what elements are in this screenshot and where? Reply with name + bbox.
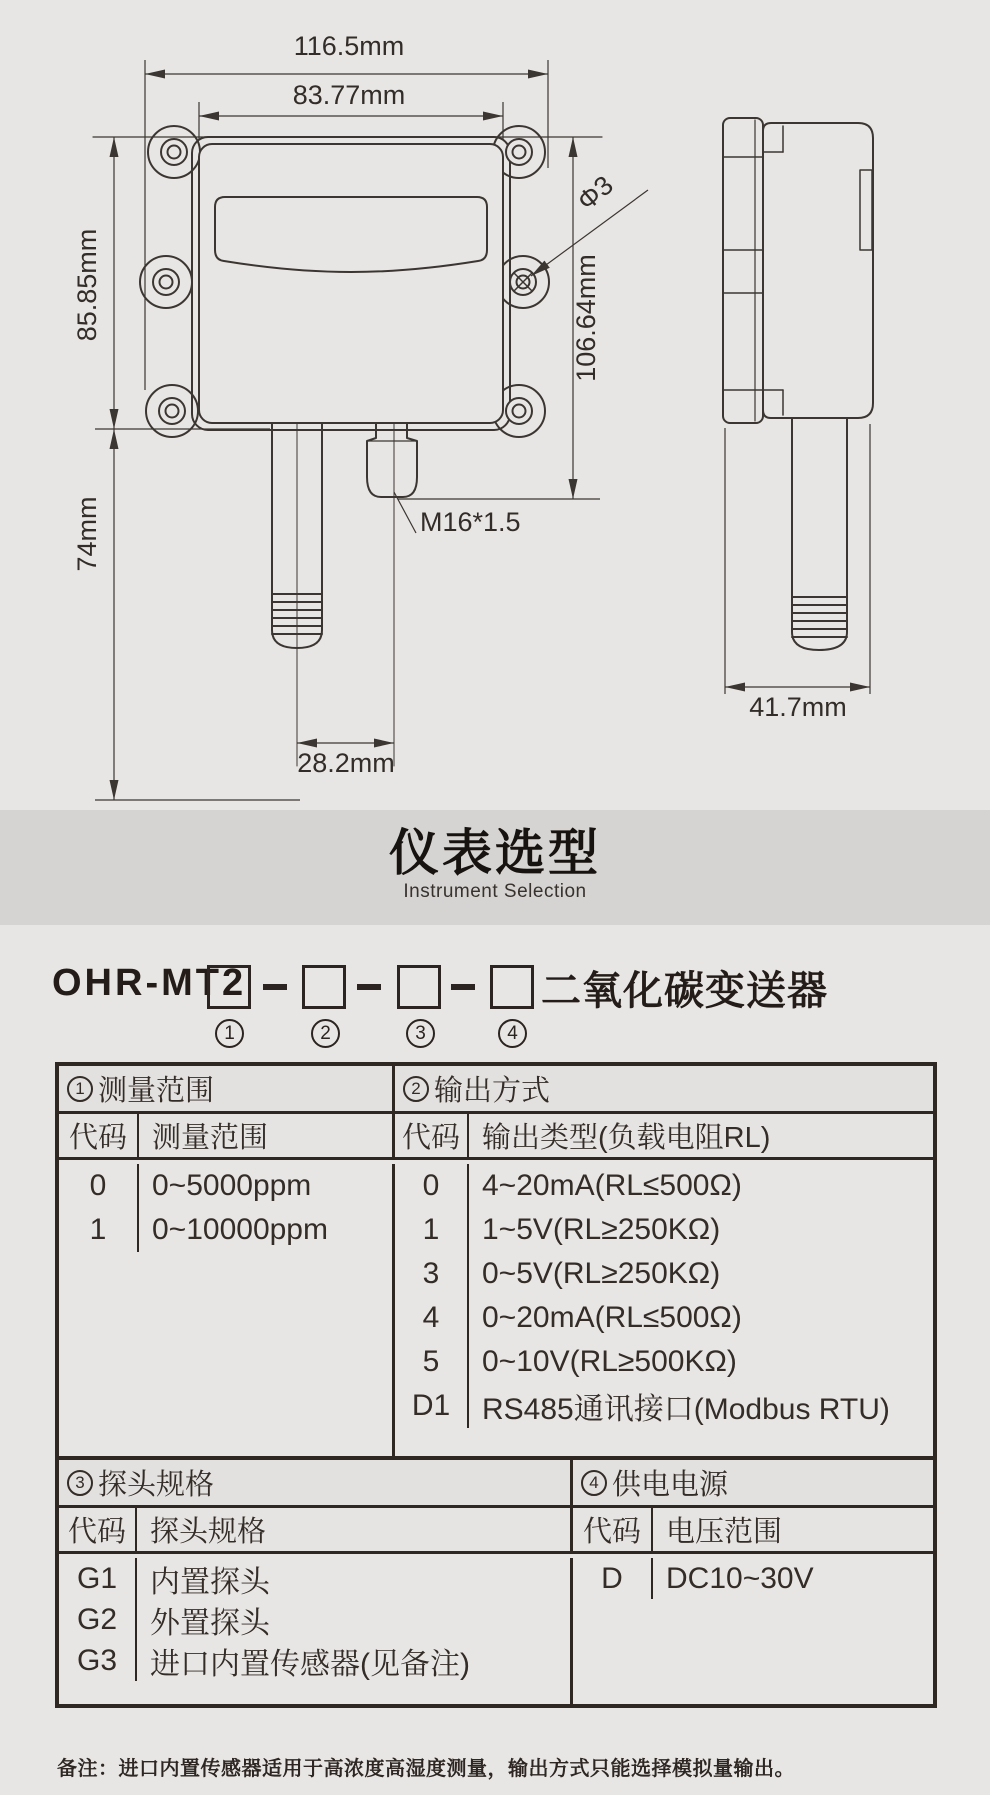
output-value: 0~10V(RL≥500KΩ): [482, 1345, 737, 1378]
output-value: 0~5V(RL≥250KΩ): [482, 1257, 721, 1290]
range-code-col-header: 代码: [59, 1114, 139, 1157]
range-section-title: 测量范围: [98, 1075, 215, 1107]
model-suffix: 二氧化碳变送器: [541, 969, 828, 1013]
output-section-header: [395, 1066, 933, 1111]
probe-section-header: [59, 1460, 573, 1505]
range-rows: [59, 1164, 395, 1456]
range-value: 0~5000ppm: [152, 1169, 312, 1202]
output-value: 1~5V(RL≥250KΩ): [482, 1213, 721, 1246]
dim-body-height: 85.85mm: [72, 228, 102, 342]
position-number-4: 4: [498, 1019, 527, 1048]
footnote: 备注：进口内置传感器适用于高浓度高湿度测量，输出方式只能选择模拟量输出。: [57, 1758, 795, 1780]
table-row: [59, 1164, 392, 1208]
output-code: 1: [395, 1208, 469, 1252]
power-section-header: [573, 1460, 933, 1505]
table-row: [59, 1208, 392, 1252]
dim-hole-diameter: Φ3: [571, 169, 619, 217]
circled-number-3: 3: [67, 1470, 93, 1496]
dash-separator: [357, 984, 381, 990]
code-box-2: [302, 965, 346, 1009]
probe-value: 内置探头: [150, 1565, 270, 1599]
probe-power-header-row: [59, 1460, 933, 1508]
code-box-1: [207, 965, 251, 1009]
range-output-header-row: [59, 1066, 933, 1114]
power-code: D: [573, 1558, 653, 1599]
dim-gland-thread: M16*1.5: [420, 507, 521, 537]
table-row: [59, 1640, 570, 1681]
circled-number-1: 1: [67, 1076, 93, 1102]
side-view-drawing: [723, 118, 873, 650]
position-number-1: 1: [215, 1019, 244, 1048]
output-code: 4: [395, 1296, 469, 1340]
table-row: [395, 1208, 933, 1252]
probe-code: G3: [59, 1640, 137, 1681]
section-band: [0, 810, 990, 925]
selection-table: [55, 1062, 937, 1708]
section-title-en: Instrument Selection: [403, 881, 587, 902]
range-value-col-header: 测量范围: [139, 1114, 395, 1157]
table-row: [59, 1599, 570, 1640]
code-box-3: [397, 965, 441, 1009]
output-rows: [395, 1164, 933, 1456]
probe-section-title: 探头规格: [98, 1469, 215, 1501]
output-code: 3: [395, 1252, 469, 1296]
probe-power-subheader-row: [59, 1508, 933, 1554]
circled-number-4: 4: [581, 1470, 607, 1496]
dim-side-depth: 41.7mm: [749, 692, 847, 722]
output-value: 0~20mA(RL≤500Ω): [482, 1301, 742, 1334]
range-output-data: [59, 1160, 933, 1460]
ordering-code-row: [0, 925, 990, 1062]
output-code-col-header: 代码: [395, 1114, 469, 1157]
table-row: [395, 1252, 933, 1296]
model-prefix: OHR-MT2: [52, 962, 247, 1004]
cable-gland: [367, 423, 417, 766]
position-number-2: 2: [311, 1019, 340, 1048]
range-value: 0~10000ppm: [152, 1213, 328, 1246]
probe-front: [272, 423, 322, 766]
power-code-col-header: 代码: [573, 1508, 653, 1551]
table-row: [395, 1384, 933, 1428]
dash-separator: [263, 984, 287, 990]
probe-code: G1: [59, 1558, 137, 1599]
dim-probe-length: 74mm: [72, 496, 102, 572]
dim-display-width: 83.77mm: [292, 80, 406, 110]
dim-overall-width: 116.5mm: [293, 31, 405, 61]
probe-code-col-header: 代码: [59, 1508, 137, 1551]
range-code: 0: [59, 1164, 139, 1208]
output-code: 0: [395, 1164, 469, 1208]
probe-value: 外置探头: [150, 1606, 270, 1640]
probe-code: G2: [59, 1599, 137, 1640]
dimension-drawing: [0, 0, 990, 810]
side-dimensions: [725, 424, 870, 694]
probe-value-col-header: 探头规格: [137, 1508, 573, 1551]
output-value: 4~20mA(RL≤500Ω): [482, 1169, 742, 1202]
section-title-zh: 仪表选型: [389, 825, 601, 881]
table-row: [395, 1164, 933, 1208]
range-code: 1: [59, 1208, 139, 1252]
table-row: [59, 1558, 570, 1599]
output-code: D1: [395, 1384, 469, 1428]
output-section-title: 输出方式: [434, 1075, 551, 1107]
output-value: RS485通讯接口(Modbus RTU): [482, 1393, 890, 1426]
table-row: [395, 1296, 933, 1340]
code-box-4: [490, 965, 534, 1009]
output-value-col-header: 输出类型(负载电阻RL): [482, 1122, 771, 1154]
power-section-title: 供电电源: [612, 1469, 729, 1501]
dim-probe-offset: 28.2mm: [297, 748, 395, 778]
power-rows: [573, 1558, 933, 1704]
table-row: [573, 1558, 933, 1599]
front-view-drawing: [93, 126, 602, 766]
range-section-header: [59, 1066, 395, 1111]
probe-rows: [59, 1558, 573, 1704]
probe-power-data: [59, 1554, 933, 1704]
probe-value: 进口内置传感器(见备注): [150, 1647, 470, 1681]
dash-separator: [451, 984, 475, 990]
output-code: 5: [395, 1340, 469, 1384]
dim-total-height: 106.64mm: [571, 254, 601, 382]
power-value: DC10~30V: [666, 1561, 814, 1595]
table-row: [395, 1340, 933, 1384]
power-value-col-header: 电压范围: [666, 1516, 783, 1548]
range-output-subheader-row: [59, 1114, 933, 1160]
circled-number-2: 2: [403, 1076, 429, 1102]
position-number-3: 3: [406, 1019, 435, 1048]
